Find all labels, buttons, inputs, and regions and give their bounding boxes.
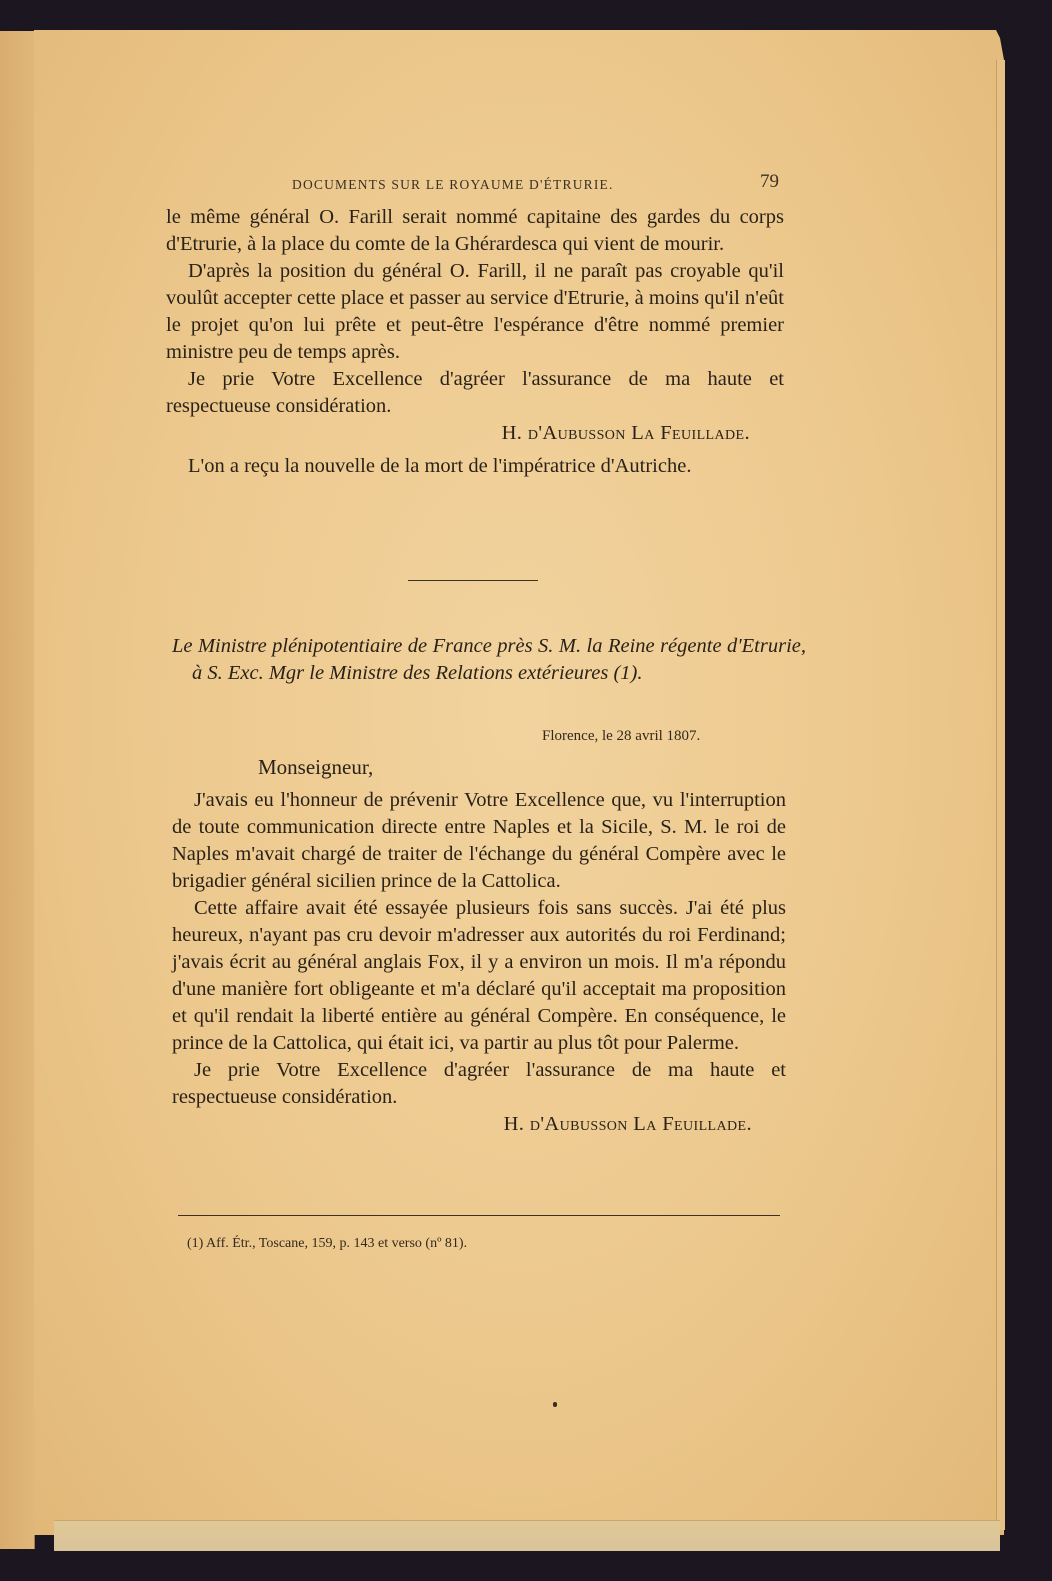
postscript: L'on a reçu la nouvelle de la mort de l'impératrice d'Autriche. [188, 455, 692, 477]
running-head: DOCUMENTS SUR LE ROYAUME D'ÉTRURIE. [292, 177, 614, 192]
paragraph: le même général O. Farill serait nommé capitaine des gardes du corps d'Etrurie, à la place du comte de la Ghérardesca qui vient de mourir. [166, 206, 784, 255]
ink-speck [553, 1402, 557, 1407]
section-divider [408, 580, 538, 581]
paragraph: Je prie Votre Excellence d'agréer l'assurance de ma haute et respectueuse considération. [172, 1059, 786, 1108]
letter-heading: Le Ministre plénipotentiaire de France près S. M. la Reine régente d'Etrurie, à S. Exc. Mgr le Ministre des Relations extérieures (1). [172, 635, 806, 684]
page-fore-edge [996, 60, 1005, 1530]
footnote-rule [178, 1215, 780, 1216]
salutation: Monseigneur, [258, 755, 374, 779]
paragraph: Je prie Votre Excellence d'agréer l'assurance de ma haute et respectueuse considération. [166, 368, 784, 417]
paragraph: D'après la position du général O. Farill, il ne paraît pas croyable qu'il voulût accepter cette place et passer au service d'Etrurie, à moins qu'il n'eût le projet qu'on lui prête et peut-être l'espérance d'être nommé premier ministre peu de temps après. [166, 260, 784, 363]
letter-date: Florence, le 28 avril 1807. [542, 728, 701, 744]
signature: H. d'Aubusson La Feuillade. [501, 422, 750, 444]
first-letter [166, 204, 784, 480]
page-bottom-edge [54, 1520, 1000, 1551]
second-letter-body [172, 787, 786, 1138]
facing-page-edge [0, 31, 35, 1549]
signature: H. d'Aubusson La Feuillade. [503, 1113, 752, 1135]
page-number: 79 [760, 171, 779, 192]
paragraph: J'avais eu l'honneur de prévenir Votre Excellence que, vu l'interruption de toute communication directe entre Naples et la Sicile, S. M. le roi de Naples m'avait chargé de traiter de l'échange du général Compère avec le brigadier général sicilien prince de la Cattolica. [172, 789, 786, 892]
footnote: (1) Aff. Étr., Toscane, 159, p. 143 et verso (nº 81). [187, 1236, 468, 1251]
paragraph: Cette affaire avait été essayée plusieurs fois sans succès. J'ai été plus heureux, n'ayant pas cru devoir m'adresser aux autorités du roi Ferdinand; j'avais écrit au général anglais Fox, il y a environ un mois. Il m'a répondu d'une manière fort obligeante et m'a déclaré qu'il acceptait ma proposition et qu'il rendait la liberté entière au général Compère. En conséquence, le prince de la Cattolica, qui était ici, va partir au plus tôt pour Palerme. [172, 897, 786, 1054]
